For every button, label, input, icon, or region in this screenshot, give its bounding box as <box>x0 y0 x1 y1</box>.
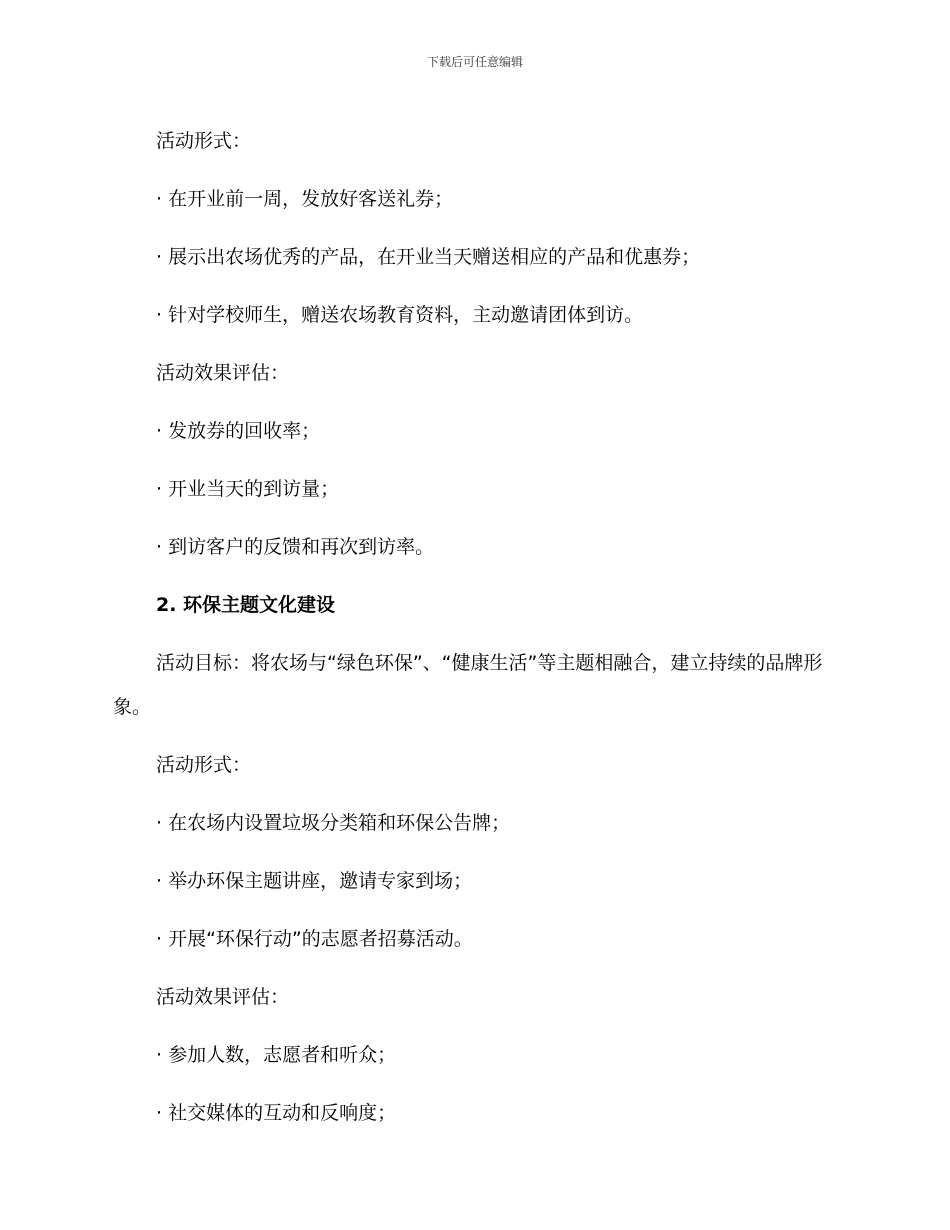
list-item: · 在开业前一周，发放好客送礼券； <box>156 188 454 210</box>
list-item: · 发放券的回收率； <box>156 420 321 442</box>
list-item: · 到访客户的反馈和再次到访率。 <box>156 536 435 558</box>
list-item: · 展示出农场优秀的产品，在开业当天赠送相应的产品和优惠券； <box>156 246 701 268</box>
goal-paragraph: 活动目标：将农场与“绿色环保”、“健康生活”等主题相融合，建立持续的品牌形象。 <box>113 652 823 718</box>
section-heading: 2. 环保主题文化建设 <box>156 594 336 616</box>
evaluation-label: 活动效果评估： <box>156 986 290 1008</box>
list-item: · 举办环保主题讲座，邀请专家到场； <box>156 870 473 892</box>
page-header: 下载后可任意编辑 <box>426 55 523 69</box>
document-body <box>113 112 833 1142</box>
list-item: · 参加人数，志愿者和听众； <box>156 1044 397 1066</box>
list-item: · 针对学校师生，赠送农场教育资料，主动邀请团体到访。 <box>156 304 644 326</box>
list-item: · 开业当天的到访量； <box>156 478 340 500</box>
form-label: 活动形式： <box>156 754 252 776</box>
form-label: 活动形式： <box>156 130 252 152</box>
list-item: · 社交媒体的互动和反响度； <box>156 1102 397 1124</box>
list-item: · 在农场内设置垃圾分类箱和环保公告牌； <box>156 812 511 834</box>
evaluation-label: 活动效果评估： <box>156 362 290 384</box>
list-item: · 开展“环保行动”的志愿者招募活动。 <box>156 928 473 950</box>
